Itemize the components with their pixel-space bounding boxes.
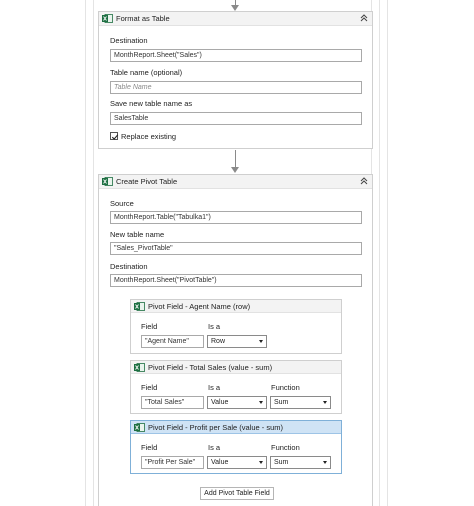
replace-existing-label: Replace existing (121, 132, 177, 141)
pivot-field-header[interactable] (131, 361, 341, 374)
field-label: Field (141, 322, 158, 331)
excel-icon (134, 302, 145, 313)
create-pivot-table-activity[interactable] (98, 174, 373, 506)
isa-dropdown[interactable] (207, 396, 267, 409)
pivot-field-agent-name[interactable] (130, 299, 342, 354)
isa-dropdown[interactable] (207, 335, 267, 348)
source-label: Source (110, 199, 134, 208)
function-label: Function (271, 383, 300, 392)
replace-existing-checkbox[interactable] (110, 132, 118, 140)
activity-header[interactable] (99, 12, 372, 26)
dropdown-caret-icon (259, 340, 263, 343)
flow-arrow-icon (231, 167, 239, 173)
canvas-guide-line (85, 0, 86, 506)
collapse-icon[interactable] (359, 176, 369, 186)
pivot-field-title: Pivot Field - Profit per Sale (value - sum) (148, 423, 284, 432)
isa-label: Is a (208, 322, 221, 331)
dropdown-caret-icon (259, 461, 263, 464)
collapse-icon[interactable] (359, 13, 369, 23)
excel-icon (134, 363, 145, 374)
pivot-field-header[interactable] (131, 300, 341, 313)
table-name-label: Table name (optional) (110, 68, 183, 77)
isa-dropdown[interactable] (207, 456, 267, 469)
function-label: Function (271, 443, 300, 452)
isa-label: Is a (208, 443, 221, 452)
excel-icon (134, 423, 145, 434)
field-input[interactable]: "Agent Name" (141, 335, 204, 348)
isa-dropdown-value: Value (211, 459, 229, 466)
pivot-destination-input[interactable]: MonthReport.Sheet("PivotTable") (110, 274, 362, 287)
field-label: Field (141, 443, 158, 452)
function-dropdown[interactable] (270, 456, 331, 469)
save-name-label: Save new table name as (110, 99, 193, 108)
activity-header[interactable] (99, 175, 372, 189)
dropdown-caret-icon (323, 461, 327, 464)
new-table-name-label: New table name (110, 230, 165, 239)
pivot-field-total-sales[interactable] (130, 360, 342, 414)
table-name-input[interactable]: Table Name (110, 81, 362, 94)
function-dropdown-value: Sum (274, 399, 289, 406)
canvas-guide-line (93, 0, 94, 506)
pivot-field-profit-per-sale[interactable] (130, 420, 342, 474)
excel-icon (102, 177, 113, 188)
save-name-input[interactable]: SalesTable (110, 112, 362, 125)
destination-label: Destination (110, 36, 148, 45)
add-pivot-table-field-button[interactable]: Add Pivot Table Field (200, 487, 274, 500)
flow-connector (235, 150, 236, 168)
activity-title: Format as Table (116, 14, 170, 23)
pivot-destination-label: Destination (110, 262, 148, 271)
destination-input[interactable]: MonthReport.Sheet("Sales") (110, 49, 362, 62)
field-label: Field (141, 383, 158, 392)
field-input[interactable]: "Total Sales" (141, 396, 204, 409)
function-dropdown-value: Sum (274, 459, 289, 466)
isa-dropdown-value: Row (211, 338, 226, 345)
activity-title: Create Pivot Table (116, 177, 178, 186)
dropdown-caret-icon (323, 401, 327, 404)
format-as-table-activity[interactable] (98, 11, 373, 149)
field-input[interactable]: "Profit Per Sale" (141, 456, 204, 469)
pivot-field-title: Pivot Field - Total Sales (value - sum) (148, 363, 273, 372)
pivot-field-title: Pivot Field - Agent Name (row) (148, 302, 251, 311)
function-dropdown[interactable] (270, 396, 331, 409)
source-input[interactable]: MonthReport.Table("Tabulka1") (110, 211, 362, 224)
pivot-field-header[interactable] (131, 421, 341, 434)
isa-label: Is a (208, 383, 221, 392)
dropdown-caret-icon (259, 401, 263, 404)
canvas-guide-line (379, 0, 380, 506)
canvas-guide-line (387, 0, 388, 506)
isa-dropdown-value: Value (211, 399, 229, 406)
excel-icon (102, 14, 113, 25)
new-table-name-input[interactable]: "Sales_PivotTable" (110, 242, 362, 255)
